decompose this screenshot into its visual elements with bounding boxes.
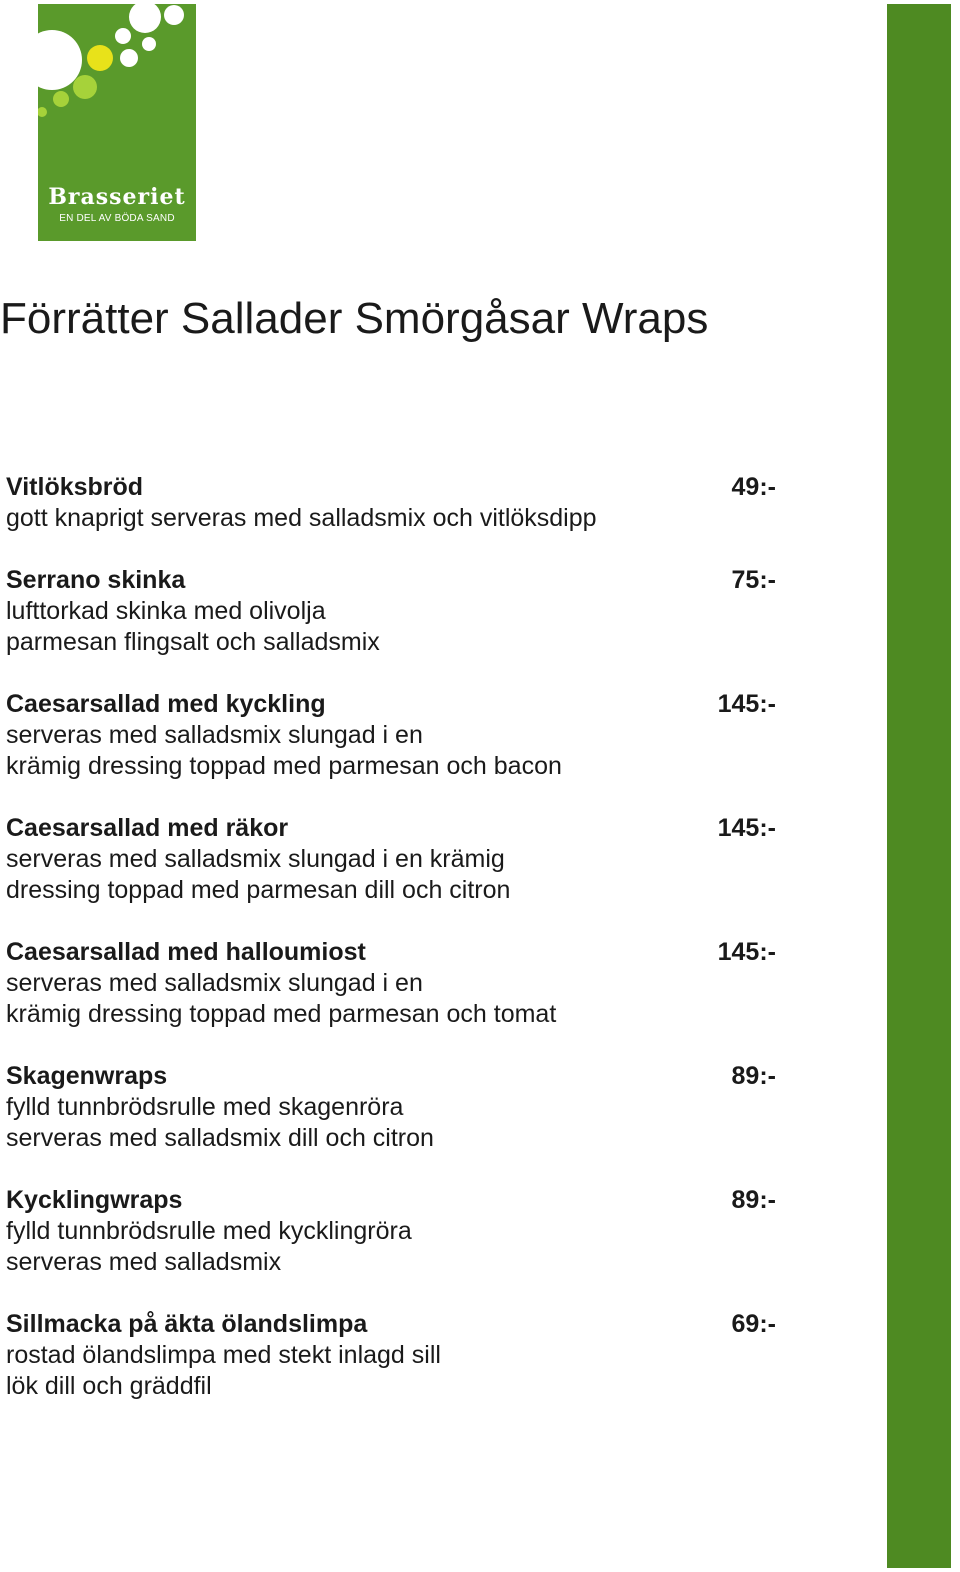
item-price: 89:- — [731, 1062, 776, 1090]
item-description: lök dill och gräddfil — [6, 1372, 212, 1400]
item-name: Caesarsallad med kyckling — [6, 690, 326, 718]
menu-item — [6, 1061, 776, 1154]
item-description: dressing toppad med parmesan dill och citron — [6, 876, 511, 904]
item-name: Skagenwraps — [6, 1062, 168, 1090]
item-name: Vitlöksbröd — [6, 473, 144, 501]
item-description: gott knaprigt serveras med salladsmix och vitlöksdipp — [6, 504, 597, 532]
item-name: Kycklingwraps — [6, 1186, 183, 1214]
menu-item — [6, 1185, 776, 1278]
item-price: 89:- — [731, 1186, 776, 1214]
item-name: Caesarsallad med halloumiost — [6, 938, 366, 966]
item-description: krämig dressing toppad med parmesan och tomat — [6, 1000, 557, 1028]
item-name: Caesarsallad med räkor — [6, 814, 289, 842]
item-description: serveras med salladsmix slungad i en — [6, 721, 423, 749]
item-description: fylld tunnbrödsrulle med skagenröra — [6, 1093, 404, 1121]
menu-item — [6, 689, 776, 782]
brasseriet-logo — [38, 4, 196, 241]
menu-list — [6, 472, 776, 1433]
item-price: 145:- — [717, 938, 776, 966]
item-description: serveras med salladsmix — [6, 1248, 282, 1276]
menu-item — [6, 937, 776, 1030]
item-price: 145:- — [717, 690, 776, 718]
item-description: serveras med salladsmix dill och citron — [6, 1124, 434, 1152]
menu-item — [6, 1309, 776, 1402]
item-description: serveras med salladsmix slungad i en krämig — [6, 845, 505, 873]
menu-item — [6, 813, 776, 906]
item-price: 69:- — [731, 1310, 776, 1338]
item-description: krämig dressing toppad med parmesan och bacon — [6, 752, 562, 780]
menu-item — [6, 565, 776, 658]
item-description: parmesan flingsalt och salladsmix — [6, 628, 380, 656]
item-price: 75:- — [731, 566, 776, 594]
item-price: 49:- — [731, 473, 776, 501]
logo-name: Brasseriet — [48, 184, 186, 210]
item-name: Sillmacka på äkta ölandslimpa — [6, 1310, 368, 1338]
item-description: serveras med salladsmix slungad i en — [6, 969, 423, 997]
item-description: lufttorkad skinka med olivolja — [6, 597, 326, 625]
item-description: fylld tunnbrödsrulle med kycklingröra — [6, 1217, 412, 1245]
logo-tagline: EN DEL AV BÖDA SAND — [59, 213, 175, 224]
item-name: Serrano skinka — [6, 566, 186, 594]
item-price: 145:- — [717, 814, 776, 842]
item-description: rostad ölandslimpa med stekt inlagd sill — [6, 1341, 441, 1369]
page-title: Förrätter Sallader Smörgåsar Wraps — [0, 294, 709, 343]
decorative-side-bar — [887, 4, 951, 1568]
menu-item — [6, 472, 776, 534]
